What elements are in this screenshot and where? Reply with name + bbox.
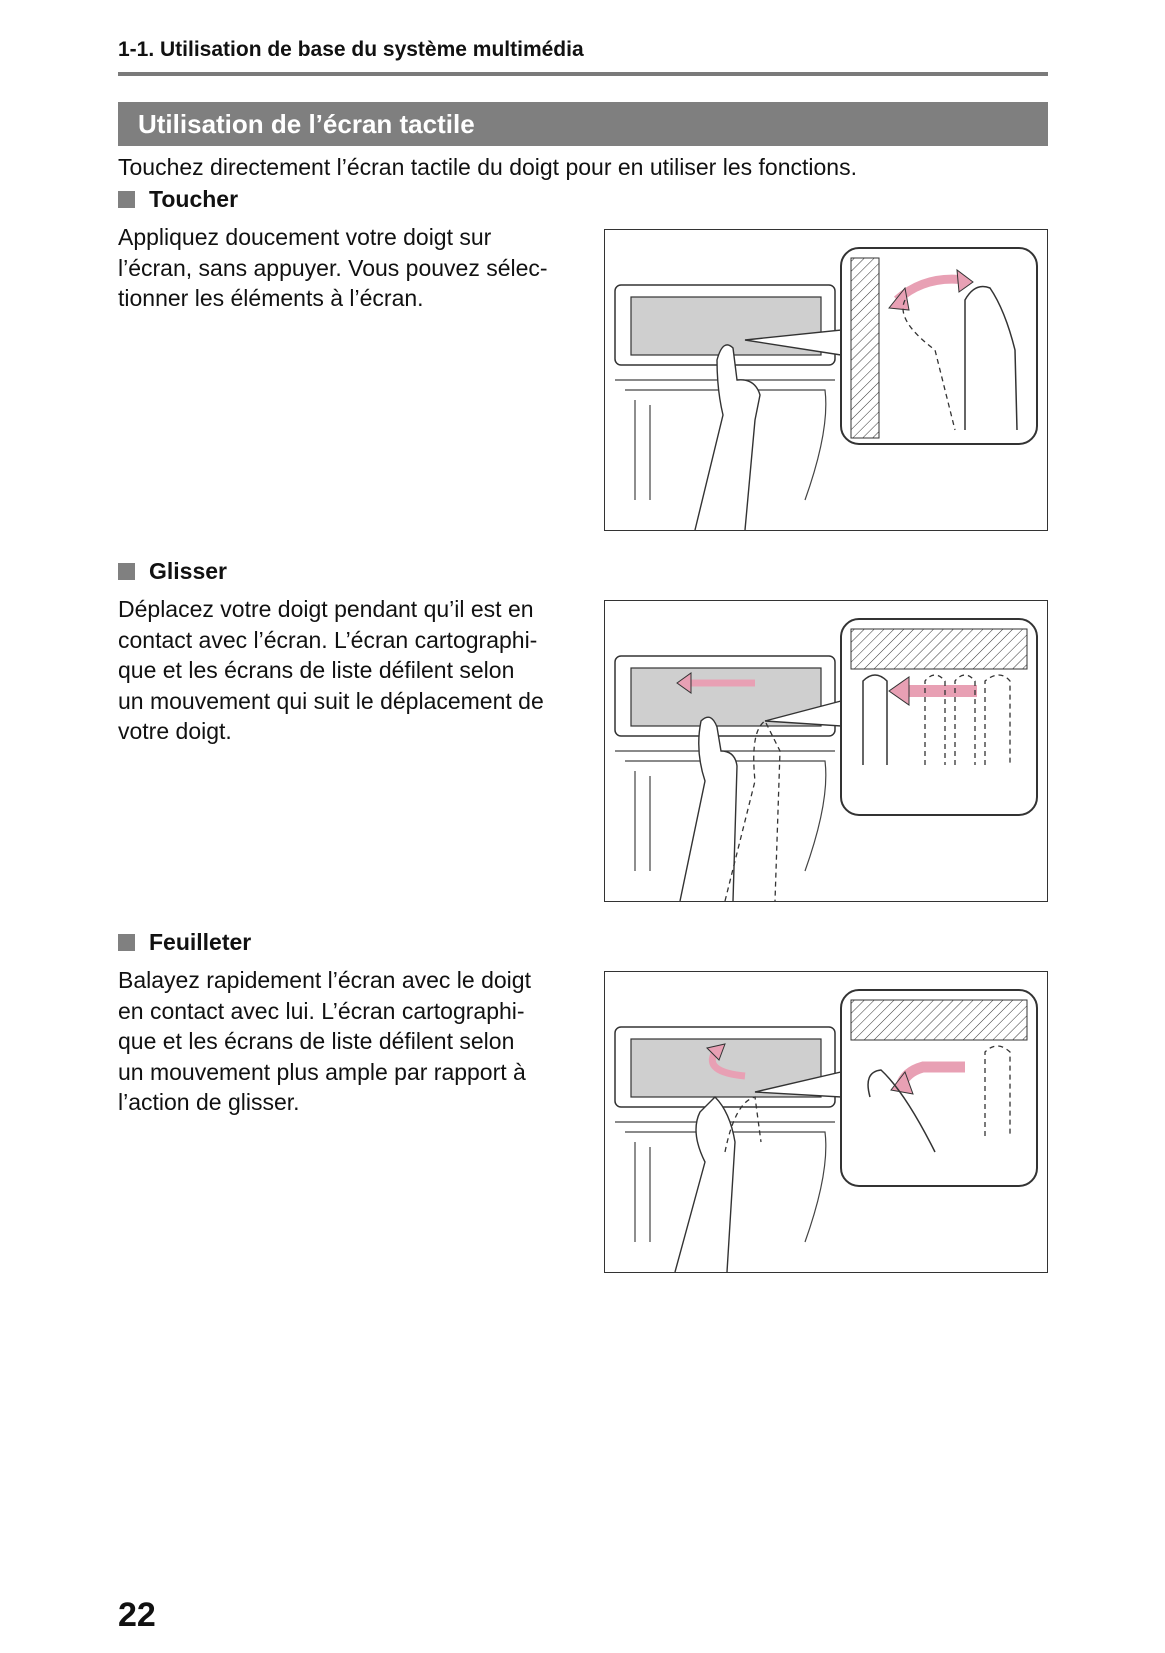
text-line: Balayez rapidement l’écran avec le doigt [118, 967, 531, 993]
heading-toucher [118, 186, 238, 213]
text-line: que et les écrans de liste défilent selon [118, 657, 515, 683]
text-line: un mouvement plus ample par rapport à [118, 1058, 526, 1085]
section-title: Utilisation de l’écran tactile [138, 109, 475, 139]
text-glisser [118, 594, 588, 747]
text-line: Déplacez votre doigt pendant qu’il est en [118, 596, 534, 622]
text-toucher [118, 222, 588, 314]
intro-text: Touchez directement l’écran tactile du doigt pour en utiliser les fonctions. [118, 154, 857, 180]
heading-feuilleter [118, 929, 251, 956]
page-number: 22 [118, 1596, 156, 1634]
text-feuilleter [118, 965, 588, 1118]
text-line: en contact avec lui. L’écran cartographi- [118, 997, 525, 1024]
running-header: 1-1. Utilisation de base du système multimédia [118, 38, 584, 61]
text-line: tionner les éléments à l’écran. [118, 285, 424, 311]
heading-label: Toucher [149, 186, 239, 212]
flick-illustration [604, 971, 1048, 1273]
heading-label: Glisser [149, 558, 227, 584]
touch-illustration [604, 229, 1048, 531]
text-line: Appliquez doucement votre doigt sur [118, 224, 492, 250]
square-bullet-icon [118, 191, 135, 208]
square-bullet-icon [118, 563, 135, 580]
section-title-bar [118, 102, 1048, 146]
text-line: que et les écrans de liste défilent selon [118, 1028, 515, 1054]
text-line: un mouvement qui suit le déplacement de [118, 687, 544, 714]
text-line: votre doigt. [118, 718, 232, 744]
square-bullet-icon [118, 934, 135, 951]
text-line: l’action de glisser. [118, 1089, 300, 1115]
text-line: contact avec l’écran. L’écran cartographi- [118, 626, 538, 653]
heading-label: Feuilleter [149, 929, 252, 955]
header-rule [118, 72, 1048, 76]
heading-glisser [118, 558, 227, 585]
text-line: l’écran, sans appuyer. Vous pouvez sélec- [118, 254, 548, 281]
drag-illustration [604, 600, 1048, 902]
